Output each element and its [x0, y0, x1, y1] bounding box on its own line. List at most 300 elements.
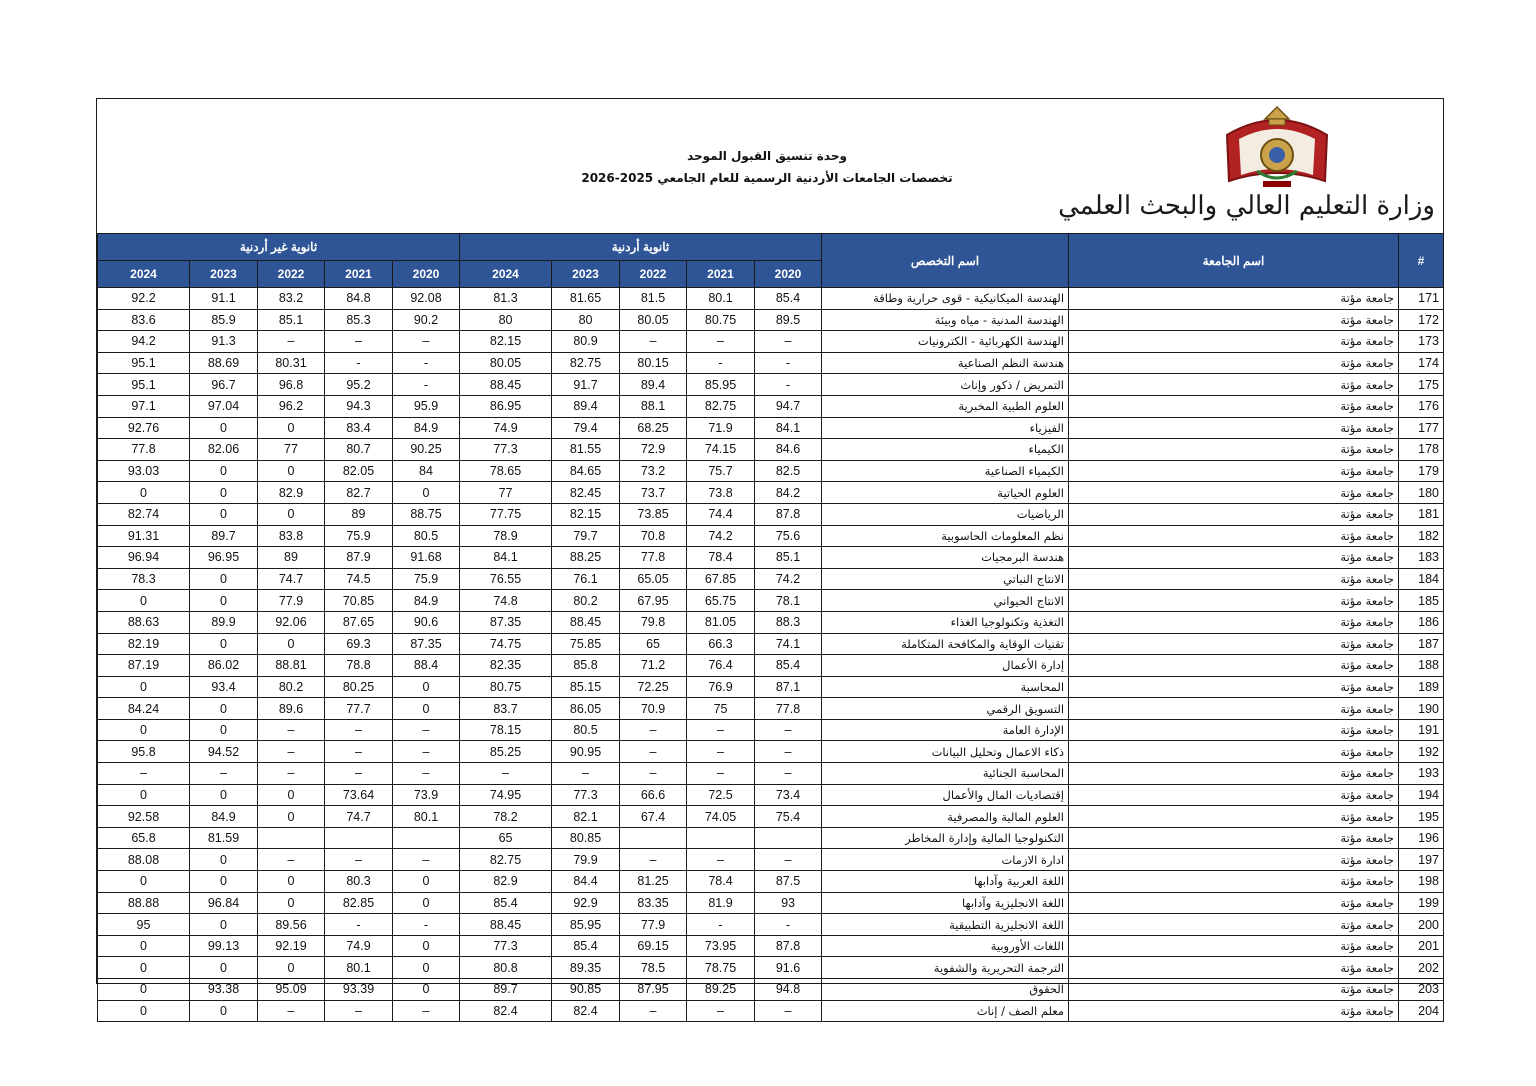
score-cell-non-jordanian: 0: [98, 784, 190, 806]
row-index-cell: 189: [1399, 676, 1444, 698]
university-name-cell: جامعة مؤتة: [1069, 309, 1399, 331]
row-index-cell: 187: [1399, 633, 1444, 655]
score-cell-jordanian: 80.15: [620, 352, 687, 374]
university-name-cell: جامعة مؤتة: [1069, 633, 1399, 655]
major-name-cell: الفيزياء: [822, 417, 1069, 439]
score-cell-jordanian: 67.4: [620, 806, 687, 828]
score-cell-non-jordanian: 84.8: [325, 288, 393, 310]
score-cell-jordanian: 84.2: [755, 482, 822, 504]
table-row: [98, 957, 1444, 979]
score-cell-jordanian: –: [755, 719, 822, 741]
score-cell-non-jordanian: 75.9: [325, 525, 393, 547]
score-cell-non-jordanian: 88.88: [98, 892, 190, 914]
score-cell-jordanian: –: [687, 1000, 755, 1022]
score-cell-jordanian: 87.8: [755, 503, 822, 525]
score-cell-non-jordanian: 82.85: [325, 892, 393, 914]
score-cell-jordanian: 78.4: [687, 547, 755, 569]
score-cell-jordanian: –: [620, 741, 687, 763]
score-cell-non-jordanian: 77.8: [98, 439, 190, 461]
major-name-cell: الهندسة الميكانيكية - قوى حرارية وطاقة: [822, 288, 1069, 310]
table-row: [98, 309, 1444, 331]
score-cell-non-jordanian: 0: [98, 719, 190, 741]
major-name-cell: هندسة البرمجيات: [822, 547, 1069, 569]
score-cell-jordanian: 80.05: [460, 352, 552, 374]
score-cell-non-jordanian: 96.7: [190, 374, 258, 396]
table-row: [98, 611, 1444, 633]
score-cell-non-jordanian: 93.38: [190, 979, 258, 1001]
table-row: [98, 547, 1444, 569]
score-cell-jordanian: 75.6: [755, 525, 822, 547]
university-name-cell: جامعة مؤتة: [1069, 849, 1399, 871]
score-cell-non-jordanian: 73.9: [393, 784, 460, 806]
score-cell-non-jordanian: 0: [258, 892, 325, 914]
major-name-cell: اللغة العربية وآدابها: [822, 871, 1069, 893]
score-cell-jordanian: 89.25: [687, 979, 755, 1001]
score-cell-non-jordanian: 89.6: [258, 698, 325, 720]
document-page: [96, 98, 1444, 1018]
score-cell-non-jordanian: 93.4: [190, 676, 258, 698]
score-cell-jordanian: –: [755, 849, 822, 871]
score-cell-jordanian: –: [620, 849, 687, 871]
score-cell-jordanian: –: [755, 763, 822, 785]
score-cell-non-jordanian: 0: [393, 935, 460, 957]
score-cell-jordanian: 78.4: [687, 871, 755, 893]
score-cell-non-jordanian: 0: [98, 957, 190, 979]
score-cell-jordanian: –: [687, 719, 755, 741]
year-header-jordanian: 2022: [620, 261, 687, 288]
score-cell-jordanian: 86.95: [460, 395, 552, 417]
score-cell-jordanian: 84.1: [460, 547, 552, 569]
score-cell-non-jordanian: 95: [98, 914, 190, 936]
score-cell-non-jordanian: 0: [258, 784, 325, 806]
university-name-cell: جامعة مؤتة: [1069, 676, 1399, 698]
score-cell-non-jordanian: –: [258, 849, 325, 871]
document-header: [97, 99, 1443, 234]
university-name-cell: جامعة مؤتة: [1069, 763, 1399, 785]
score-cell-non-jordanian: –: [258, 741, 325, 763]
score-cell-jordanian: 74.2: [687, 525, 755, 547]
university-name-cell: جامعة مؤتة: [1069, 352, 1399, 374]
row-index-cell: 174: [1399, 352, 1444, 374]
score-cell-non-jordanian: 80.1: [325, 957, 393, 979]
score-cell-non-jordanian: 74.9: [325, 935, 393, 957]
year-header-non-jordanian: 2024: [98, 261, 190, 288]
ministry-logo: [1058, 105, 1437, 231]
score-cell-jordanian: 88.45: [552, 611, 620, 633]
score-cell-jordanian: 87.5: [755, 871, 822, 893]
row-index-cell: 185: [1399, 590, 1444, 612]
score-cell-jordanian: 90.85: [552, 979, 620, 1001]
university-name-cell: جامعة مؤتة: [1069, 417, 1399, 439]
score-cell-jordanian: 77.8: [755, 698, 822, 720]
score-cell-non-jordanian: 93.03: [98, 460, 190, 482]
table-row: [98, 871, 1444, 893]
score-cell-non-jordanian: 0: [190, 871, 258, 893]
score-cell-non-jordanian: [258, 827, 325, 849]
score-cell-jordanian: –: [755, 741, 822, 763]
score-cell-jordanian: 65: [620, 633, 687, 655]
row-index-cell: 182: [1399, 525, 1444, 547]
score-cell-jordanian: 65: [460, 827, 552, 849]
score-cell-jordanian: 82.4: [552, 1000, 620, 1022]
score-cell-jordanian: 92.9: [552, 892, 620, 914]
score-cell-jordanian: 89.4: [620, 374, 687, 396]
score-cell-jordanian: 74.05: [687, 806, 755, 828]
major-name-cell: الانتاج النباتي: [822, 568, 1069, 590]
score-cell-jordanian: 75.7: [687, 460, 755, 482]
major-name-cell: العلوم الحياتية: [822, 482, 1069, 504]
year-header-jordanian: 2020: [755, 261, 822, 288]
score-cell-jordanian: 78.75: [687, 957, 755, 979]
score-cell-non-jordanian: –: [325, 849, 393, 871]
university-name-cell: جامعة مؤتة: [1069, 827, 1399, 849]
score-cell-jordanian: 67.85: [687, 568, 755, 590]
university-name-cell: جامعة مؤتة: [1069, 655, 1399, 677]
score-cell-jordanian: –: [552, 763, 620, 785]
score-cell-jordanian: 65.05: [620, 568, 687, 590]
score-cell-non-jordanian: 92.2: [98, 288, 190, 310]
score-cell-non-jordanian: 87.65: [325, 611, 393, 633]
score-cell-jordanian: 81.25: [620, 871, 687, 893]
score-cell-non-jordanian: 91.31: [98, 525, 190, 547]
score-cell-jordanian: 90.95: [552, 741, 620, 763]
score-cell-non-jordanian: 0: [190, 957, 258, 979]
jordan-coat-of-arms-icon: [1217, 105, 1337, 191]
score-cell-jordanian: 81.65: [552, 288, 620, 310]
score-cell-non-jordanian: 0: [258, 503, 325, 525]
score-cell-non-jordanian: –: [325, 763, 393, 785]
table-row: [98, 892, 1444, 914]
score-cell-jordanian: [687, 827, 755, 849]
table-row: [98, 979, 1444, 1001]
score-cell-non-jordanian: 88.69: [190, 352, 258, 374]
score-cell-jordanian: 73.2: [620, 460, 687, 482]
university-name-cell: جامعة مؤتة: [1069, 698, 1399, 720]
university-name-cell: جامعة مؤتة: [1069, 503, 1399, 525]
score-cell-non-jordanian: 0: [98, 871, 190, 893]
major-name-cell: ادارة الازمات: [822, 849, 1069, 871]
score-cell-jordanian: 86.05: [552, 698, 620, 720]
score-cell-non-jordanian: 0: [393, 482, 460, 504]
score-cell-jordanian: 66.6: [620, 784, 687, 806]
score-cell-non-jordanian: 85.9: [190, 309, 258, 331]
major-name-cell: التمريض / ذكور وإناث: [822, 374, 1069, 396]
score-cell-jordanian: 80.9: [552, 331, 620, 353]
score-cell-jordanian: 80: [552, 309, 620, 331]
row-index-cell: 202: [1399, 957, 1444, 979]
university-name-cell: جامعة مؤتة: [1069, 395, 1399, 417]
score-cell-jordanian: 79.8: [620, 611, 687, 633]
table-row: [98, 439, 1444, 461]
score-cell-jordanian: 85.1: [755, 547, 822, 569]
score-cell-non-jordanian: 96.2: [258, 395, 325, 417]
university-name-cell: جامعة مؤتة: [1069, 568, 1399, 590]
table-row: [98, 914, 1444, 936]
score-cell-jordanian: –: [687, 763, 755, 785]
score-cell-non-jordanian: 89.56: [258, 914, 325, 936]
score-cell-non-jordanian: 92.19: [258, 935, 325, 957]
major-name-cell: الهندسة المدنية - مياه وبيئة: [822, 309, 1069, 331]
score-cell-jordanian: 74.75: [460, 633, 552, 655]
score-cell-non-jordanian: 92.58: [98, 806, 190, 828]
score-cell-non-jordanian: 0: [393, 979, 460, 1001]
score-cell-jordanian: 81.55: [552, 439, 620, 461]
score-cell-jordanian: 89.4: [552, 395, 620, 417]
score-cell-non-jordanian: 82.7: [325, 482, 393, 504]
score-cell-jordanian: 80.8: [460, 957, 552, 979]
score-cell-non-jordanian: 83.8: [258, 525, 325, 547]
row-index-cell: 175: [1399, 374, 1444, 396]
score-cell-non-jordanian: 0: [190, 568, 258, 590]
score-cell-non-jordanian: 0: [98, 482, 190, 504]
row-index-cell: 188: [1399, 655, 1444, 677]
score-cell-non-jordanian: 0: [190, 503, 258, 525]
score-cell-non-jordanian: 94.2: [98, 331, 190, 353]
score-cell-jordanian: 81.3: [460, 288, 552, 310]
score-cell-jordanian: [755, 827, 822, 849]
row-index-cell: 192: [1399, 741, 1444, 763]
university-name-cell: جامعة مؤتة: [1069, 935, 1399, 957]
score-cell-non-jordanian: 89: [325, 503, 393, 525]
group-header-jordanian: ثانوية أردنية: [460, 234, 822, 261]
score-cell-jordanian: 82.15: [460, 331, 552, 353]
score-cell-non-jordanian: 99.13: [190, 935, 258, 957]
score-cell-jordanian: 72.25: [620, 676, 687, 698]
year-header-non-jordanian: 2021: [325, 261, 393, 288]
table-row: [98, 331, 1444, 353]
score-cell-non-jordanian: 95.9: [393, 395, 460, 417]
score-cell-jordanian: 85.4: [755, 655, 822, 677]
university-name-cell: جامعة مؤتة: [1069, 460, 1399, 482]
ministry-name: وزارة التعليم العالي والبحث العلمي: [1058, 191, 1435, 221]
score-cell-non-jordanian: 0: [190, 590, 258, 612]
row-index-cell: 203: [1399, 979, 1444, 1001]
score-cell-jordanian: 79.7: [552, 525, 620, 547]
score-cell-non-jordanian: 0: [258, 417, 325, 439]
score-cell-jordanian: 78.65: [460, 460, 552, 482]
group-header-non-jordanian: ثانوية غير أردنية: [98, 234, 460, 261]
score-cell-non-jordanian: 82.06: [190, 439, 258, 461]
score-cell-jordanian: 80.75: [687, 309, 755, 331]
score-cell-jordanian: 87.8: [755, 935, 822, 957]
score-cell-jordanian: 74.1: [755, 633, 822, 655]
score-cell-non-jordanian: 82.74: [98, 503, 190, 525]
title-block: [577, 145, 957, 189]
score-cell-non-jordanian: 75.9: [393, 568, 460, 590]
score-cell-non-jordanian: 80.7: [325, 439, 393, 461]
score-cell-jordanian: –: [620, 331, 687, 353]
table-row: [98, 763, 1444, 785]
table-row: [98, 417, 1444, 439]
score-cell-non-jordanian: 91.3: [190, 331, 258, 353]
score-cell-jordanian: 87.1: [755, 676, 822, 698]
score-cell-non-jordanian: 92.76: [98, 417, 190, 439]
score-cell-non-jordanian: 69.3: [325, 633, 393, 655]
table-row: [98, 288, 1444, 310]
score-cell-non-jordanian: 94.3: [325, 395, 393, 417]
score-cell-non-jordanian: –: [258, 331, 325, 353]
score-cell-non-jordanian: -: [325, 352, 393, 374]
year-header-non-jordanian: 2023: [190, 261, 258, 288]
score-cell-jordanian: 76.9: [687, 676, 755, 698]
score-cell-non-jordanian: 0: [258, 806, 325, 828]
score-cell-jordanian: [620, 827, 687, 849]
score-cell-jordanian: 74.95: [460, 784, 552, 806]
score-cell-jordanian: 84.6: [755, 439, 822, 461]
score-cell-non-jordanian: 0: [258, 633, 325, 655]
score-cell-jordanian: 81.5: [620, 288, 687, 310]
score-cell-jordanian: 82.35: [460, 655, 552, 677]
table-row: [98, 460, 1444, 482]
score-cell-non-jordanian: 82.05: [325, 460, 393, 482]
score-cell-non-jordanian: 93.39: [325, 979, 393, 1001]
score-cell-jordanian: 84.1: [755, 417, 822, 439]
score-cell-jordanian: 71.2: [620, 655, 687, 677]
score-cell-non-jordanian: 92.06: [258, 611, 325, 633]
score-cell-jordanian: 72.9: [620, 439, 687, 461]
major-name-cell: إدارة الأعمال: [822, 655, 1069, 677]
score-cell-jordanian: 80.5: [552, 719, 620, 741]
score-cell-non-jordanian: 0: [393, 698, 460, 720]
score-cell-non-jordanian: 85.1: [258, 309, 325, 331]
score-cell-jordanian: 94.8: [755, 979, 822, 1001]
major-name-cell: التسويق الرقمي: [822, 698, 1069, 720]
table-row: [98, 1000, 1444, 1022]
score-cell-jordanian: 74.4: [687, 503, 755, 525]
year-header-jordanian: 2021: [687, 261, 755, 288]
column-header-university: اسم الجامعة: [1069, 234, 1399, 288]
score-cell-non-jordanian: 84.9: [393, 590, 460, 612]
score-cell-non-jordanian: 88.81: [258, 655, 325, 677]
score-cell-non-jordanian: 89.7: [190, 525, 258, 547]
score-cell-non-jordanian: 0: [190, 482, 258, 504]
year-header-non-jordanian: 2022: [258, 261, 325, 288]
row-index-cell: 190: [1399, 698, 1444, 720]
score-cell-jordanian: -: [755, 374, 822, 396]
score-cell-non-jordanian: 88.63: [98, 611, 190, 633]
score-cell-jordanian: 80.1: [687, 288, 755, 310]
table-row: [98, 395, 1444, 417]
score-cell-non-jordanian: 92.08: [393, 288, 460, 310]
score-cell-jordanian: 91.6: [755, 957, 822, 979]
major-name-cell: تقنيات الوقاية والمكافحة المتكاملة: [822, 633, 1069, 655]
score-cell-non-jordanian: 0: [393, 892, 460, 914]
score-cell-jordanian: 82.45: [552, 482, 620, 504]
score-cell-jordanian: 83.35: [620, 892, 687, 914]
major-name-cell: الحقوق: [822, 979, 1069, 1001]
score-cell-non-jordanian: 77.9: [258, 590, 325, 612]
university-name-cell: جامعة مؤتة: [1069, 590, 1399, 612]
table-row: [98, 827, 1444, 849]
score-cell-non-jordanian: 74.7: [325, 806, 393, 828]
score-cell-non-jordanian: 96.8: [258, 374, 325, 396]
score-cell-non-jordanian: 0: [190, 460, 258, 482]
score-cell-jordanian: 82.4: [460, 1000, 552, 1022]
score-cell-non-jordanian: 80.25: [325, 676, 393, 698]
university-name-cell: جامعة مؤتة: [1069, 914, 1399, 936]
score-cell-non-jordanian: 0: [190, 849, 258, 871]
score-cell-jordanian: 66.3: [687, 633, 755, 655]
score-cell-non-jordanian: 80.31: [258, 352, 325, 374]
score-cell-non-jordanian: –: [258, 763, 325, 785]
score-cell-non-jordanian: 97.04: [190, 395, 258, 417]
score-cell-non-jordanian: 0: [98, 1000, 190, 1022]
score-cell-non-jordanian: 88.4: [393, 655, 460, 677]
score-cell-non-jordanian: 80.5: [393, 525, 460, 547]
score-cell-non-jordanian: 88.75: [393, 503, 460, 525]
major-name-cell: الإدارة العامة: [822, 719, 1069, 741]
score-cell-jordanian: 75: [687, 698, 755, 720]
score-cell-non-jordanian: –: [393, 763, 460, 785]
score-cell-non-jordanian: –: [325, 719, 393, 741]
score-cell-jordanian: -: [755, 914, 822, 936]
score-cell-jordanian: –: [620, 719, 687, 741]
score-cell-jordanian: 78.2: [460, 806, 552, 828]
score-cell-jordanian: –: [620, 1000, 687, 1022]
score-cell-non-jordanian: 97.1: [98, 395, 190, 417]
score-cell-non-jordanian: 82.9: [258, 482, 325, 504]
score-cell-non-jordanian: 0: [190, 914, 258, 936]
score-cell-non-jordanian: 84.9: [190, 806, 258, 828]
score-cell-non-jordanian: 73.64: [325, 784, 393, 806]
score-cell-jordanian: –: [755, 331, 822, 353]
score-cell-jordanian: 80: [460, 309, 552, 331]
score-cell-jordanian: 80.75: [460, 676, 552, 698]
score-cell-jordanian: 88.25: [552, 547, 620, 569]
row-index-cell: 204: [1399, 1000, 1444, 1022]
score-cell-jordanian: 79.9: [552, 849, 620, 871]
score-cell-jordanian: 65.75: [687, 590, 755, 612]
score-cell-jordanian: 78.5: [620, 957, 687, 979]
score-cell-jordanian: 77.75: [460, 503, 552, 525]
score-cell-jordanian: –: [687, 849, 755, 871]
score-cell-jordanian: 88.1: [620, 395, 687, 417]
score-cell-non-jordanian: 0: [98, 935, 190, 957]
score-cell-non-jordanian: 84.24: [98, 698, 190, 720]
table-row: [98, 935, 1444, 957]
score-cell-non-jordanian: –: [258, 1000, 325, 1022]
score-cell-jordanian: 85.4: [460, 892, 552, 914]
score-cell-jordanian: 78.1: [755, 590, 822, 612]
score-cell-non-jordanian: 0: [393, 871, 460, 893]
score-cell-non-jordanian: –: [258, 719, 325, 741]
score-cell-non-jordanian: 0: [190, 417, 258, 439]
score-cell-jordanian: –: [460, 763, 552, 785]
major-name-cell: الكيمياء الصناعية: [822, 460, 1069, 482]
unit-title: وحدة تنسيق القبول الموحد: [687, 149, 847, 163]
score-cell-jordanian: 77: [460, 482, 552, 504]
score-cell-jordanian: 69.15: [620, 935, 687, 957]
score-cell-non-jordanian: 95.09: [258, 979, 325, 1001]
major-name-cell: الهندسة الكهربائية - الكترونيات: [822, 331, 1069, 353]
score-cell-non-jordanian: 90.25: [393, 439, 460, 461]
row-index-cell: 181: [1399, 503, 1444, 525]
major-name-cell: هندسة النظم الصناعية: [822, 352, 1069, 374]
score-cell-non-jordanian: –: [325, 331, 393, 353]
score-cell-jordanian: 70.9: [620, 698, 687, 720]
score-cell-non-jordanian: –: [393, 719, 460, 741]
row-index-cell: 194: [1399, 784, 1444, 806]
score-cell-jordanian: 79.4: [552, 417, 620, 439]
score-cell-jordanian: 73.85: [620, 503, 687, 525]
row-index-cell: 179: [1399, 460, 1444, 482]
score-cell-non-jordanian: 70.85: [325, 590, 393, 612]
score-cell-non-jordanian: 94.52: [190, 741, 258, 763]
university-name-cell: جامعة مؤتة: [1069, 288, 1399, 310]
score-cell-jordanian: 77.9: [620, 914, 687, 936]
score-cell-jordanian: 94.7: [755, 395, 822, 417]
table-row: [98, 655, 1444, 677]
